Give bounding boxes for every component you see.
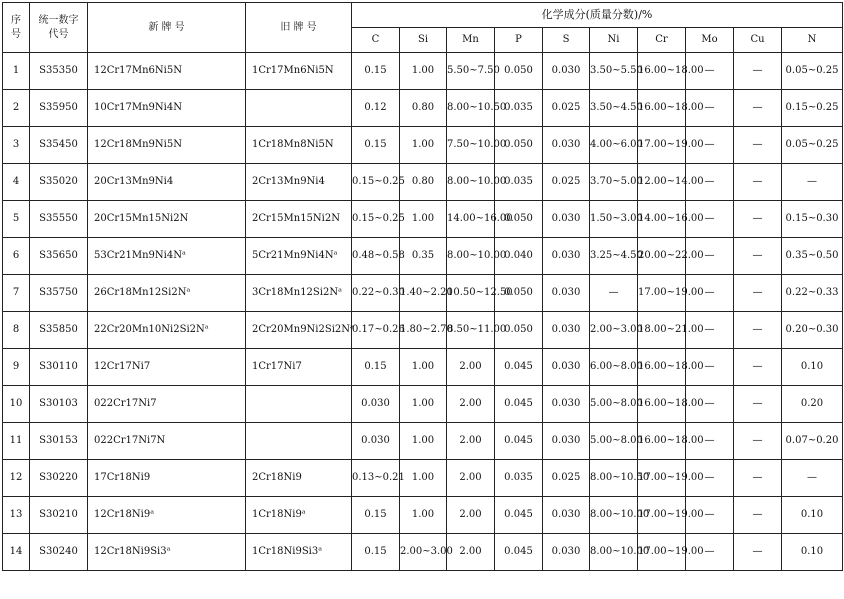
cell-seq: 6: [3, 238, 30, 275]
cell-value: 16.00~18.00: [638, 386, 686, 423]
cell-value: —: [686, 201, 734, 238]
cell-value: 0.20~0.30: [782, 312, 843, 349]
cell-value: 2.00~3.00: [400, 534, 447, 571]
cell-value: 16.00~18.00: [638, 90, 686, 127]
table-row: [3, 312, 843, 349]
cell-seq: 8: [3, 312, 30, 349]
cell-value: 0.030: [543, 349, 590, 386]
cell-value: 0.10: [782, 497, 843, 534]
cell-code: S35850: [30, 312, 88, 349]
cell-seq: 13: [3, 497, 30, 534]
cell-value: —: [734, 127, 782, 164]
cell-value: 8.00~10.00: [590, 534, 638, 571]
cell-seq: 2: [3, 90, 30, 127]
cell-value: —: [686, 90, 734, 127]
cell-old-grade: [246, 386, 352, 423]
cell-value: 0.030: [543, 386, 590, 423]
cell-value: 2.00: [447, 460, 495, 497]
cell-value: 16.00~18.00: [638, 423, 686, 460]
cell-seq: 4: [3, 164, 30, 201]
cell-value: 0.05~0.25: [782, 53, 843, 90]
cell-value: 0.10: [782, 349, 843, 386]
table-row: [3, 127, 843, 164]
cell-old-grade: [246, 423, 352, 460]
cell-value: —: [734, 53, 782, 90]
cell-new-grade: 12Cr17Ni7: [88, 349, 246, 386]
cell-value: 0.12: [352, 90, 400, 127]
cell-code: S35550: [30, 201, 88, 238]
cell-old-grade: 1Cr17Mn6Ni5N: [246, 53, 352, 90]
cell-code: S30240: [30, 534, 88, 571]
cell-value: 0.030: [543, 497, 590, 534]
cell-value: 10.50~12.50: [447, 275, 495, 312]
cell-value: 17.00~19.00: [638, 275, 686, 312]
cell-code: S35020: [30, 164, 88, 201]
cell-value: 0.48~0.58: [352, 238, 400, 275]
cell-value: —: [686, 53, 734, 90]
header-element: Ni: [590, 28, 638, 53]
cell-value: 0.80: [400, 164, 447, 201]
cell-value: —: [782, 460, 843, 497]
cell-new-grade: 022Cr17Ni7: [88, 386, 246, 423]
table-body: [3, 53, 843, 571]
cell-value: 0.030: [543, 127, 590, 164]
cell-value: 0.15~0.25: [352, 164, 400, 201]
cell-value: 1.00: [400, 201, 447, 238]
cell-value: 0.20: [782, 386, 843, 423]
header-element: N: [782, 28, 843, 53]
cell-new-grade: 12Cr17Mn6Ni5N: [88, 53, 246, 90]
cell-value: 1.00: [400, 423, 447, 460]
cell-value: 0.035: [495, 164, 543, 201]
cell-value: 0.15: [352, 349, 400, 386]
cell-value: —: [686, 312, 734, 349]
cell-value: 0.15: [352, 53, 400, 90]
cell-value: 16.00~18.00: [638, 349, 686, 386]
cell-value: 1.00: [400, 460, 447, 497]
cell-value: —: [686, 497, 734, 534]
cell-value: 8.50~11.00: [447, 312, 495, 349]
header-composition: 化学成分(质量分数)/%: [352, 3, 843, 28]
cell-value: —: [686, 238, 734, 275]
cell-new-grade: 12Cr18Ni9Si3ᵃ: [88, 534, 246, 571]
cell-value: 0.35: [400, 238, 447, 275]
cell-value: 2.00: [447, 386, 495, 423]
header-old-grade: 旧 牌 号: [246, 3, 352, 53]
composition-table: [2, 2, 843, 571]
cell-new-grade: 53Cr21Mn9Ni4Nᵃ: [88, 238, 246, 275]
header-new-grade: 新 牌 号: [88, 3, 246, 53]
cell-seq: 9: [3, 349, 30, 386]
cell-value: 4.00~6.00: [590, 127, 638, 164]
header-element: Mo: [686, 28, 734, 53]
cell-old-grade: 2Cr20Mn9Ni2Si2Nᵃ: [246, 312, 352, 349]
cell-value: 0.025: [543, 164, 590, 201]
table-row: [3, 90, 843, 127]
cell-new-grade: 26Cr18Mn12Si2Nᵃ: [88, 275, 246, 312]
cell-value: 0.17~0.26: [352, 312, 400, 349]
cell-value: 1.00: [400, 127, 447, 164]
cell-code: S35650: [30, 238, 88, 275]
cell-value: 0.045: [495, 497, 543, 534]
cell-seq: 11: [3, 423, 30, 460]
cell-seq: 7: [3, 275, 30, 312]
cell-value: —: [686, 349, 734, 386]
cell-value: 5.00~8.00: [590, 386, 638, 423]
cell-seq: 5: [3, 201, 30, 238]
cell-value: 1.40~2.20: [400, 275, 447, 312]
cell-code: S35750: [30, 275, 88, 312]
cell-old-grade: 1Cr18Ni9Si3ᵃ: [246, 534, 352, 571]
table-row: [3, 460, 843, 497]
cell-value: 2.00: [447, 423, 495, 460]
cell-seq: 10: [3, 386, 30, 423]
cell-value: 17.00~19.00: [638, 534, 686, 571]
cell-old-grade: 2Cr13Mn9Ni4: [246, 164, 352, 201]
cell-value: 0.15: [352, 497, 400, 534]
cell-seq: 1: [3, 53, 30, 90]
cell-old-grade: 5Cr21Mn9Ni4Nᵃ: [246, 238, 352, 275]
cell-value: 1.00: [400, 386, 447, 423]
cell-value: —: [686, 534, 734, 571]
cell-value: 0.22~0.30: [352, 275, 400, 312]
cell-value: 0.15~0.30: [782, 201, 843, 238]
cell-value: 0.22~0.33: [782, 275, 843, 312]
header-element: Cr: [638, 28, 686, 53]
cell-old-grade: 1Cr17Ni7: [246, 349, 352, 386]
table-header: [3, 3, 843, 53]
cell-new-grade: 20Cr13Mn9Ni4: [88, 164, 246, 201]
header-element: Cu: [734, 28, 782, 53]
cell-value: 0.35~0.50: [782, 238, 843, 275]
cell-value: 2.00: [447, 349, 495, 386]
table-row: [3, 386, 843, 423]
header-code: 统一数字代号: [30, 3, 88, 53]
cell-value: 0.030: [543, 275, 590, 312]
cell-value: —: [686, 460, 734, 497]
cell-value: 1.50~3.00: [590, 201, 638, 238]
cell-value: 18.00~21.00: [638, 312, 686, 349]
cell-value: 0.030: [543, 534, 590, 571]
cell-value: 0.025: [543, 460, 590, 497]
cell-value: 0.035: [495, 460, 543, 497]
cell-old-grade: 1Cr18Ni9ᵃ: [246, 497, 352, 534]
cell-value: 14.00~16.00: [638, 201, 686, 238]
table-row: [3, 349, 843, 386]
cell-value: 6.00~8.00: [590, 349, 638, 386]
cell-value: 8.00~10.50: [590, 460, 638, 497]
cell-value: —: [734, 90, 782, 127]
cell-value: 1.80~2.70: [400, 312, 447, 349]
cell-seq: 3: [3, 127, 30, 164]
cell-value: —: [686, 127, 734, 164]
cell-value: 7.50~10.00: [447, 127, 495, 164]
table-row: [3, 423, 843, 460]
cell-code: S30103: [30, 386, 88, 423]
cell-value: 8.00~10.00: [447, 164, 495, 201]
cell-value: 5.00~8.00: [590, 423, 638, 460]
table-row: [3, 275, 843, 312]
cell-value: 0.030: [543, 423, 590, 460]
cell-value: 0.15~0.25: [352, 201, 400, 238]
cell-value: 17.00~19.00: [638, 127, 686, 164]
cell-code: S35350: [30, 53, 88, 90]
cell-value: 0.80: [400, 90, 447, 127]
cell-value: —: [734, 534, 782, 571]
cell-value: 8.00~10.00: [590, 497, 638, 534]
cell-new-grade: 20Cr15Mn15Ni2N: [88, 201, 246, 238]
cell-code: S35450: [30, 127, 88, 164]
cell-value: 0.030: [543, 201, 590, 238]
cell-value: 0.030: [352, 423, 400, 460]
cell-value: 14.00~16.00: [447, 201, 495, 238]
header-element: P: [495, 28, 543, 53]
cell-seq: 14: [3, 534, 30, 571]
table-row: [3, 53, 843, 90]
cell-value: 0.050: [495, 312, 543, 349]
cell-value: —: [734, 201, 782, 238]
cell-value: 0.05~0.25: [782, 127, 843, 164]
cell-value: 2.00~3.00: [590, 312, 638, 349]
cell-value: 1.00: [400, 349, 447, 386]
cell-value: —: [686, 386, 734, 423]
cell-old-grade: [246, 90, 352, 127]
cell-value: —: [734, 460, 782, 497]
cell-value: 17.00~19.00: [638, 460, 686, 497]
cell-value: 0.10: [782, 534, 843, 571]
cell-new-grade: 12Cr18Ni9ᵃ: [88, 497, 246, 534]
cell-value: 0.050: [495, 275, 543, 312]
cell-value: 2.00: [447, 497, 495, 534]
header-element: C: [352, 28, 400, 53]
cell-value: —: [734, 349, 782, 386]
cell-code: S30220: [30, 460, 88, 497]
cell-value: 0.045: [495, 423, 543, 460]
cell-value: 0.15~0.25: [782, 90, 843, 127]
cell-value: —: [686, 423, 734, 460]
cell-seq: 12: [3, 460, 30, 497]
cell-value: 0.050: [495, 201, 543, 238]
cell-value: 0.030: [543, 238, 590, 275]
cell-value: 16.00~18.00: [638, 53, 686, 90]
cell-value: —: [734, 238, 782, 275]
cell-value: 2.00: [447, 534, 495, 571]
cell-value: 3.70~5.00: [590, 164, 638, 201]
cell-value: 3.50~4.50: [590, 90, 638, 127]
cell-value: 5.50~7.50: [447, 53, 495, 90]
cell-code: S30210: [30, 497, 88, 534]
cell-code: S30110: [30, 349, 88, 386]
cell-value: —: [734, 164, 782, 201]
cell-value: 0.07~0.20: [782, 423, 843, 460]
cell-old-grade: 3Cr18Mn12Si2Nᵃ: [246, 275, 352, 312]
cell-value: 0.045: [495, 534, 543, 571]
table-row: [3, 238, 843, 275]
header-element: S: [543, 28, 590, 53]
cell-value: 0.030: [352, 386, 400, 423]
cell-value: 0.030: [543, 312, 590, 349]
cell-old-grade: 2Cr18Ni9: [246, 460, 352, 497]
cell-value: —: [734, 312, 782, 349]
cell-value: 0.025: [543, 90, 590, 127]
cell-value: 3.50~5.50: [590, 53, 638, 90]
cell-new-grade: 022Cr17Ni7N: [88, 423, 246, 460]
cell-value: 8.00~10.50: [447, 90, 495, 127]
header-element: Mn: [447, 28, 495, 53]
cell-value: —: [734, 386, 782, 423]
cell-new-grade: 22Cr20Mn10Ni2Si2Nᵃ: [88, 312, 246, 349]
cell-value: 0.035: [495, 90, 543, 127]
cell-value: —: [734, 275, 782, 312]
header-seq: 序号: [3, 3, 30, 53]
cell-old-grade: 1Cr18Mn8Ni5N: [246, 127, 352, 164]
cell-new-grade: 17Cr18Ni9: [88, 460, 246, 497]
cell-value: 17.00~19.00: [638, 497, 686, 534]
cell-value: 3.25~4.50: [590, 238, 638, 275]
cell-value: 0.040: [495, 238, 543, 275]
cell-value: 0.045: [495, 349, 543, 386]
header-element: Si: [400, 28, 447, 53]
table-row: [3, 201, 843, 238]
cell-value: —: [686, 164, 734, 201]
cell-value: 0.030: [543, 53, 590, 90]
cell-value: 0.13~0.21: [352, 460, 400, 497]
cell-value: —: [734, 423, 782, 460]
cell-value: 1.00: [400, 53, 447, 90]
cell-value: 20.00~22.00: [638, 238, 686, 275]
cell-value: 0.15: [352, 127, 400, 164]
cell-value: —: [590, 275, 638, 312]
cell-value: 0.050: [495, 127, 543, 164]
table-row: [3, 164, 843, 201]
cell-code: S30153: [30, 423, 88, 460]
cell-value: —: [686, 275, 734, 312]
cell-value: 0.15: [352, 534, 400, 571]
cell-new-grade: 12Cr18Mn9Ni5N: [88, 127, 246, 164]
cell-new-grade: 10Cr17Mn9Ni4N: [88, 90, 246, 127]
cell-value: 0.045: [495, 386, 543, 423]
cell-value: —: [734, 497, 782, 534]
cell-old-grade: 2Cr15Mn15Ni2N: [246, 201, 352, 238]
cell-value: 12.00~14.00: [638, 164, 686, 201]
cell-code: S35950: [30, 90, 88, 127]
table-row: [3, 534, 843, 571]
cell-value: 0.050: [495, 53, 543, 90]
cell-value: 8.00~10.00: [447, 238, 495, 275]
cell-value: 1.00: [400, 497, 447, 534]
table-row: [3, 497, 843, 534]
cell-value: —: [782, 164, 843, 201]
